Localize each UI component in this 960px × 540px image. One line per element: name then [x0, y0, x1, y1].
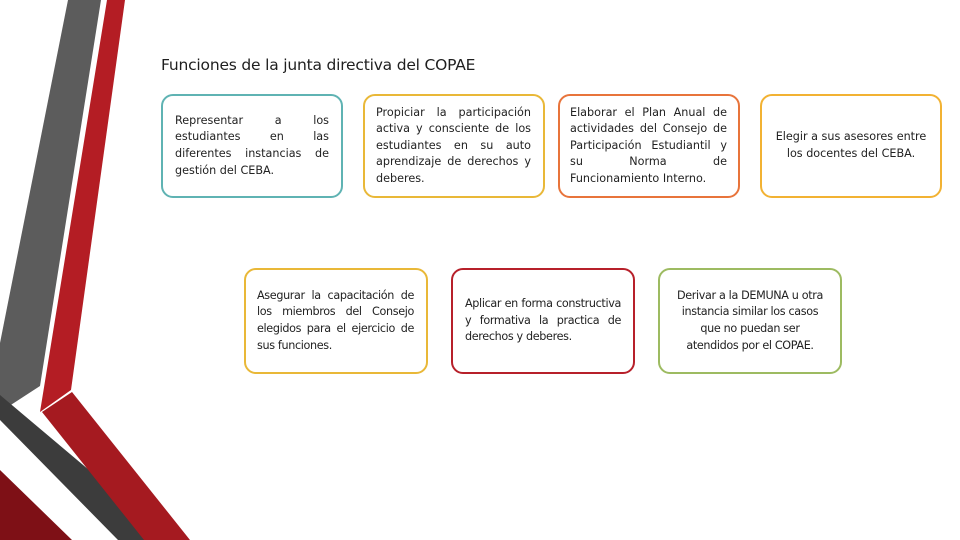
function-card-4 [760, 94, 942, 198]
function-card-7 [658, 268, 842, 374]
card-text: Representar a los estudiantes en las diferentes instancias de gestión del CEBA. [175, 113, 329, 177]
function-card-2 [363, 94, 545, 198]
card-text: Elaborar el Plan Anual de actividades del Consejo de Participación Estudiantil y su Norma de Funcionamiento Interno. [570, 105, 727, 185]
function-card-5 [244, 268, 428, 374]
card-text: Elegir a sus asesores entre los docentes del CEBA. [775, 130, 927, 160]
function-card-3 [558, 94, 740, 198]
function-card-1 [161, 94, 343, 198]
slide-title: Funciones de la junta directiva del COPAE [161, 56, 476, 74]
card-text: Derivar a la DEMUNA u otra instancia similar los casos que no puedan ser atendidos por el COPAE. [676, 288, 824, 352]
card-text: Asegurar la capacitación de los miembros del Consejo elegidos para el ejercicio de sus funciones. [257, 288, 414, 352]
card-text: Aplicar en forma constructiva y formativa la practica de derechos y deberes. [465, 297, 621, 344]
card-text: Propiciar la participación activa y consciente de los estudiantes en su auto aprendizaje de derechos y deberes. [376, 105, 531, 185]
function-card-6 [451, 268, 635, 374]
